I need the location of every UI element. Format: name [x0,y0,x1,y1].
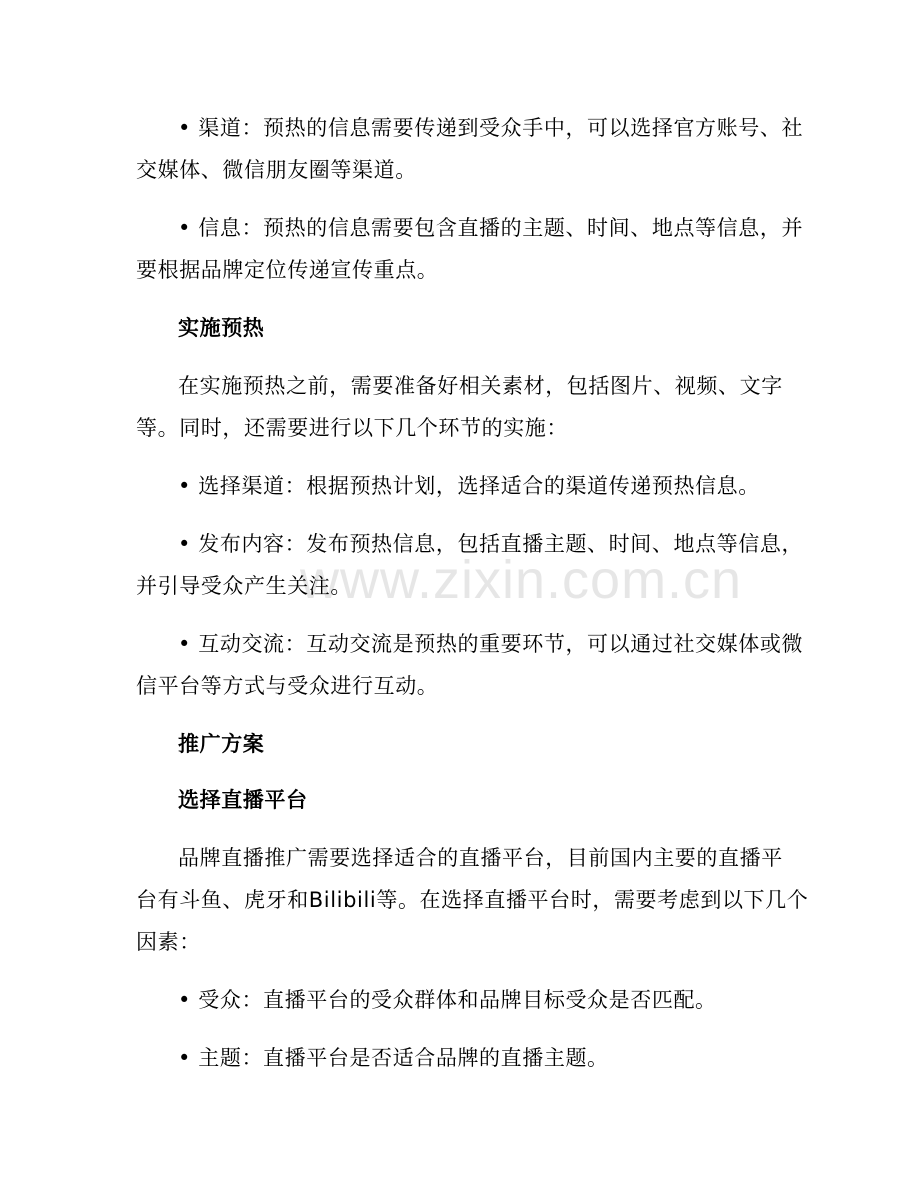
watermark: www.zixin.com.cn [300,550,743,610]
bullet-theme: • 主题：直播平台是否适合品牌的直播主题。 [178,1046,609,1070]
heading-promotion-plan: 推广方案 [178,732,265,756]
paragraph-platform-line-1: 品牌直播推广需要选择适合的直播平台，目前国内主要的直播平 [178,846,783,870]
bullet-publish-line-2: 并引导受众产生关注。 [136,574,352,598]
bullet-publish-line-1: • 发布内容：发布预热信息，包括直播主题、时间、地点等信息， [178,532,804,556]
paragraph-implement-line-2: 等。同时，还需要进行以下几个环节的实施： [136,416,568,440]
bullet-channel-line-2: 交媒体、微信朋友圈等渠道。 [136,158,417,182]
bullet-audience: • 受众：直播平台的受众群体和品牌目标受众是否匹配。 [178,988,717,1012]
bullet-interaction-line-1: • 互动交流：互动交流是预热的重要环节，可以通过社交媒体或微 [178,632,804,656]
bullet-channel-line-1: • 渠道：预热的信息需要传递到受众手中，可以选择官方账号、社 [178,116,804,140]
bullet-select-channel: • 选择渠道：根据预热计划，选择适合的渠道传递预热信息。 [178,474,760,498]
bullet-interaction-line-2: 信平台等方式与受众进行互动。 [136,674,439,698]
heading-implement-preheat: 实施预热 [178,316,265,340]
paragraph-platform-line-2: 台有斗鱼、虎牙和Bilibili等。在选择直播平台时，需要考虑到以下几个 [136,888,809,912]
paragraph-implement-line-1: 在实施预热之前，需要准备好相关素材，包括图片、视频、文字 [178,374,783,398]
bullet-info-line-2: 要根据品牌定位传递宣传重点。 [136,258,439,282]
heading-select-platform: 选择直播平台 [178,788,308,812]
paragraph-platform-line-3: 因素： [136,930,201,954]
bullet-info-line-1: • 信息：预热的信息需要包含直播的主题、时间、地点等信息，并 [178,216,804,240]
